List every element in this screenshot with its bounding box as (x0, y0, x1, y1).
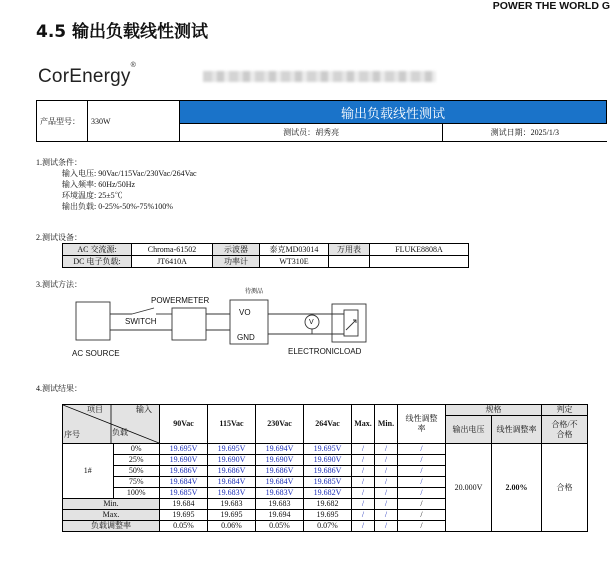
v-230-100: 19.683V (256, 488, 304, 499)
col-linearity: 线性调整率 (398, 405, 446, 444)
condition-line: 环境温度: 25±5℃ (62, 191, 123, 200)
min-50: / (375, 466, 398, 477)
sample-id: 1# (63, 444, 114, 499)
equip-pm-model: WT310E (260, 256, 329, 268)
corner-input-label: 输入 (136, 405, 152, 414)
v-264-25: 19.690V (304, 455, 352, 466)
regulation-row-label: 负载调整率 (63, 521, 160, 532)
v-264-0: 19.695V (304, 444, 352, 455)
reg-115: 0.06% (208, 521, 256, 532)
eload-label: ELECTRONICLOAD (288, 347, 362, 356)
max-90: 19.695 (160, 510, 208, 521)
equip-ac-model: Chroma-61502 (132, 244, 213, 256)
equip-scope-label: 示波器 (213, 244, 260, 256)
test-date: 测试日期：2025/1/3 (443, 124, 607, 142)
method-heading: 3.测试方法： (36, 280, 82, 289)
equip-pm-label: 功率计 (213, 256, 260, 268)
section-title: 4.5 输出负载线性测试 (36, 22, 209, 42)
v-115-0: 19.695V (208, 444, 256, 455)
min-row-max: / (352, 499, 375, 510)
header-banner: POWER THE WORLD G (492, 0, 610, 12)
ac-source-label: AC SOURCE (72, 349, 120, 358)
min-230: 19.683 (256, 499, 304, 510)
condition-line: 输出负载: 0-25%-50%-75%100% (62, 202, 173, 211)
v-230-50: 19.686V (256, 466, 304, 477)
v-90-25: 19.690V (160, 455, 208, 466)
reg-row-lin: / (398, 521, 446, 532)
report-title: 输出负载线性测试 (180, 101, 607, 124)
min-75: / (375, 477, 398, 488)
reg-264: 0.07% (304, 521, 352, 532)
v-115-75: 19.684V (208, 477, 256, 488)
switch-label: SWITCH (125, 317, 157, 326)
redacted-text (203, 71, 436, 82)
load-100: 100% (113, 488, 159, 499)
verdict-pass-fail: 合格/不合格 (542, 416, 588, 444)
spec-linearity: 线性调整率 (492, 416, 542, 444)
max-230: 19.694 (256, 510, 304, 521)
min-row-lin: / (398, 499, 446, 510)
col-264vac: 264Vac (304, 405, 352, 444)
results-table (62, 404, 588, 532)
equip-empty (370, 256, 469, 268)
v-264-100: 19.682V (304, 488, 352, 499)
ac-source-box (76, 302, 110, 340)
powermeter-label: POWERMETER (151, 296, 210, 305)
spec-linearity-value: 2.00% (492, 444, 542, 532)
v-90-100: 19.685V (160, 488, 208, 499)
switch-blade (132, 308, 154, 314)
reg-230: 0.05% (256, 521, 304, 532)
equipment-heading: 2.测试设备： (36, 233, 82, 242)
equipment-table (62, 243, 469, 268)
corner-seq-label: 序号 (64, 430, 80, 439)
dut-label: 待测品 (245, 289, 264, 295)
min-0: / (375, 444, 398, 455)
lin-75: / (398, 477, 446, 488)
col-115vac: 115Vac (208, 405, 256, 444)
v-115-50: 19.686V (208, 466, 256, 477)
equip-dmm-label: 万用表 (329, 244, 370, 256)
v-264-50: 19.686V (304, 466, 352, 477)
load-50: 50% (113, 466, 159, 477)
spec-voltage-value: 20.000V (446, 444, 492, 532)
equip-empty (329, 256, 370, 268)
equip-dc-label: DC 电子负载: (63, 256, 132, 268)
equip-scope-model: 泰克MD03014 (260, 244, 329, 256)
v-90-50: 19.686V (160, 466, 208, 477)
corner-item-label: 项目 (87, 405, 103, 414)
reg-90: 0.05% (160, 521, 208, 532)
v-230-0: 19.694V (256, 444, 304, 455)
col-max: Max. (352, 405, 375, 444)
max-115: 19.695 (208, 510, 256, 521)
max-25: / (352, 455, 375, 466)
spec-header: 规格 (446, 405, 542, 416)
v-264-75: 19.685V (304, 477, 352, 488)
report-header-table (36, 100, 607, 142)
max-row-min: / (375, 510, 398, 521)
min-115: 19.683 (208, 499, 256, 510)
powermeter-box (172, 308, 206, 340)
max-264: 19.695 (304, 510, 352, 521)
spec-output-voltage: 输出电压 (446, 416, 492, 444)
v-230-75: 19.684V (256, 477, 304, 488)
lin-100: / (398, 488, 446, 499)
tester-name: 测试员：胡秀亮 (180, 124, 443, 142)
max-row-max: / (352, 510, 375, 521)
corner-load-label: 负载 (112, 428, 128, 437)
model-value: 330W (88, 101, 180, 142)
min-25: / (375, 455, 398, 466)
lin-0: / (398, 444, 446, 455)
max-0: / (352, 444, 375, 455)
v-90-75: 19.684V (160, 477, 208, 488)
model-label: 产品型号： (37, 101, 88, 142)
reg-row-max: / (352, 521, 375, 532)
conditions-heading: 1.测试条件： (36, 158, 82, 167)
results-heading: 4.测试结果： (36, 384, 82, 393)
v-115-100: 19.683V (208, 488, 256, 499)
equip-ac-label: AC 交流源: (63, 244, 132, 256)
col-min: Min. (375, 405, 398, 444)
max-100: / (352, 488, 375, 499)
max-row-lin: / (398, 510, 446, 521)
min-90: 19.684 (160, 499, 208, 510)
load-75: 75% (113, 477, 159, 488)
verdict-header: 判定 (542, 405, 588, 416)
vo-label: VO (239, 308, 251, 317)
col-230vac: 230Vac (256, 405, 304, 444)
company-logo (38, 61, 136, 88)
max-75: / (352, 477, 375, 488)
col-90vac: 90Vac (160, 405, 208, 444)
load-0: 0% (113, 444, 159, 455)
verdict-value: 合格 (542, 444, 588, 532)
reg-row-min: / (375, 521, 398, 532)
eload-arrow-icon (346, 320, 356, 330)
min-100: / (375, 488, 398, 499)
v-115-25: 19.690V (208, 455, 256, 466)
registered-mark: ® (130, 61, 136, 69)
gnd-label: GND (237, 333, 255, 342)
equip-dc-model: JT6410A (132, 256, 213, 268)
max-50: / (352, 466, 375, 477)
load-25: 25% (113, 455, 159, 466)
v-230-25: 19.690V (256, 455, 304, 466)
lin-50: / (398, 466, 446, 477)
min-row-min: / (375, 499, 398, 510)
min-264: 19.682 (304, 499, 352, 510)
logo-text: CorEnergy (38, 66, 131, 87)
max-row-label: Max. (63, 510, 160, 521)
min-row-label: Min. (63, 499, 160, 510)
equip-dmm-model: FLUKE8808A (370, 244, 469, 256)
lin-25: / (398, 455, 446, 466)
voltmeter-label: V (309, 319, 314, 326)
v-90-0: 19.695V (160, 444, 208, 455)
condition-line: 输入频率: 60Hz/50Hz (62, 180, 136, 189)
condition-line: 输入电压: 90Vac/115Vac/230Vac/264Vac (62, 169, 197, 178)
